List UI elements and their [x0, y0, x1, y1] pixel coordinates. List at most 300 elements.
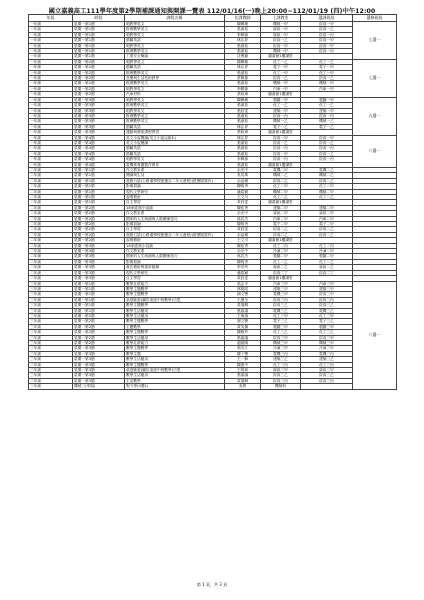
cell-room: 化工一乙: [261, 59, 301, 64]
cell-teacher: 陳珮珊: [225, 22, 261, 27]
cell-course: 數學主題數學: [125, 346, 225, 351]
cell-grade: 三年級: [29, 292, 73, 297]
cell-class: 化工二乙: [301, 195, 353, 200]
cell-teacher: 吳異: [225, 384, 261, 389]
cell-room: 綜高一甲: [261, 43, 301, 48]
cell-class: 綜高二丁: [301, 270, 353, 275]
cell-room: 圖書館1樓講堂: [261, 200, 301, 205]
cell-grade: 一年級: [29, 146, 73, 151]
cell-course: 推理數學英文: [125, 113, 225, 118]
cell-room: 製圖一甲: [261, 97, 301, 102]
cell-class: 綜高一乙: [301, 151, 353, 156]
cell-room: 綜高二丁: [261, 270, 301, 275]
cell-course: 明教學英文: [125, 59, 225, 64]
cell-period: 星期一第3節: [73, 119, 125, 124]
cell-grade: 二年級: [29, 184, 73, 189]
cell-elective-group: 六選一: [353, 135, 397, 167]
cell-grade: 三年級: [29, 373, 73, 378]
cell-teacher: 陳明秀: [225, 184, 261, 189]
cell-course: 閱讀與生活: [125, 173, 225, 178]
cell-grade: 二年級: [29, 227, 73, 232]
cell-grade: 一年級: [29, 151, 73, 156]
cell-period: 星期一第1節: [73, 195, 125, 200]
cell-period: 星期一第2節: [73, 216, 125, 221]
cell-grade: 一年級: [29, 108, 73, 113]
cell-teacher: 陳珮珊: [225, 97, 261, 102]
document-title: 國立嘉義高工111學年度第2學期補課通知與開課一覽表 112/01/16(一)晚上20:00~112/01/19 (四)中午12:00: [48, 8, 376, 15]
cell-room: 資訊三甲: [261, 368, 301, 373]
cell-grade: 三年級: [29, 324, 73, 329]
cell-period: 星期一第3節: [73, 368, 125, 373]
cell-period: 星期一第2節: [73, 313, 125, 318]
cell-period: 星期一第3節: [73, 249, 125, 254]
cell-teacher: 李佩蓉: [225, 157, 261, 162]
cell-class: 電子三乙: [301, 319, 353, 324]
cell-period: 星期一第4節: [73, 135, 125, 140]
cell-course: 現代文學研究: [125, 189, 225, 194]
cell-course: 節屬英語: [125, 38, 225, 43]
cell-course: 數學生活應用: [125, 308, 225, 313]
cell-course: 數學主題數學: [125, 292, 225, 297]
cell-room: 建築三甲: [261, 286, 301, 291]
cell-course: 數學生活應用: [125, 313, 225, 318]
cell-teacher: 梁志平: [225, 281, 261, 286]
cell-period: 星期一第2節: [73, 205, 125, 210]
cell-teacher: 郭川江: [225, 346, 261, 351]
cell-course: 18家經典小說讀: [125, 205, 225, 210]
cell-teacher: 陳佳秀: [225, 205, 261, 210]
cell-course: 明教學英文: [125, 97, 225, 102]
cell-course: 說唱藝術: [125, 195, 225, 200]
cell-teacher: 王文川: [225, 238, 261, 243]
cell-course: 現代文學研究: [125, 270, 225, 275]
cell-class: 機械三甲: [301, 340, 353, 345]
cell-course: 影像寫讀: [125, 184, 225, 189]
cell-teacher: 黃瑞卿: [225, 303, 261, 308]
cell-room: 綜高一丙: [261, 113, 301, 118]
cell-period: 星期一第1節: [73, 286, 125, 291]
cell-class: 化工二乙: [301, 259, 353, 264]
cell-class: 綜高三丙: [301, 297, 353, 302]
cell-grade: 三年級: [29, 384, 73, 389]
cell-room: 化工三甲: [261, 313, 301, 318]
cell-course: 節屬英語: [125, 124, 225, 129]
cell-grade: 一年級: [29, 49, 73, 54]
cell-grade: 三年級: [29, 378, 73, 383]
cell-room: 綜高三乙: [261, 373, 301, 378]
cell-grade: 二年級: [29, 173, 73, 178]
cell-teacher: 謝文豐: [225, 292, 261, 297]
cell-grade: 二年級: [29, 270, 73, 275]
cell-room: 電子一甲: [261, 65, 301, 70]
cell-room: 建築三乙: [261, 357, 301, 362]
cell-course: 推理數學英文: [125, 70, 225, 75]
cell-teacher: 張嘉議: [225, 335, 261, 340]
cell-class: [301, 384, 353, 389]
cell-room: 綜高二乙: [261, 232, 301, 237]
cell-teacher: 張淑茹: [225, 27, 261, 32]
cell-period: 星期一第3節: [73, 124, 125, 129]
cell-period: 星期一第2節: [73, 59, 125, 64]
header-room: 上課教室: [261, 15, 301, 22]
cell-course: 自主學習: [125, 276, 225, 281]
cell-period: 星期一第3節: [73, 265, 125, 270]
cell-period: 星期一第2節: [73, 222, 125, 227]
cell-room: 電機二甲: [261, 167, 301, 172]
cell-period: 星期一第2節: [73, 319, 125, 324]
cell-grade: 一年級: [29, 135, 73, 140]
cell-grade: 三年級: [29, 313, 73, 318]
cell-course: 數學社群能力: [125, 340, 225, 345]
cell-period: 星期一第3節: [73, 259, 125, 264]
cell-class: 綜高一乙: [301, 76, 353, 81]
cell-room: 電子二甲: [261, 222, 301, 227]
cell-course: 明教學英文: [125, 43, 225, 48]
cell-room: 圖書館1樓講堂: [261, 162, 301, 167]
cell-teacher: 陳明秀: [225, 222, 261, 227]
cell-period: 星期一第1節: [73, 49, 125, 54]
cell-room: 資訊一甲: [261, 27, 301, 32]
cell-teacher: 余光中: [225, 167, 261, 172]
cell-room: 化工二乙: [261, 195, 301, 200]
cell-course: 數學主題數學: [125, 362, 225, 367]
cell-grade: 三年級: [29, 340, 73, 345]
cell-teacher: 張淑茹: [225, 151, 261, 156]
cell-room: 機械三甲: [261, 340, 301, 345]
cell-grade: 一年級: [29, 70, 73, 75]
cell-teacher: 張淑茹: [225, 70, 261, 75]
cell-class: 建築二甲: [301, 205, 353, 210]
header-class: 選課班級: [301, 15, 353, 22]
cell-course: 節屬英語: [125, 151, 225, 156]
cell-grade: 一年級: [29, 162, 73, 167]
cell-teacher: 王總全: [225, 297, 261, 302]
cell-class: 綜高一丙: [301, 157, 353, 162]
cell-room: 機械科: [261, 384, 301, 389]
cell-grade: 二年級: [29, 178, 73, 183]
cell-class: 化工一甲: [301, 70, 353, 75]
cell-class: 汽車三甲: [301, 281, 353, 286]
cell-teacher: 蔡政璋: [225, 130, 261, 135]
cell-teacher: 黃瑞卿: [225, 378, 261, 383]
cell-teacher: 林明昭: [225, 286, 261, 291]
cell-grade: 三年級: [29, 368, 73, 373]
cell-grade: 一年級: [29, 140, 73, 145]
cell-course: 18家經典小說讀: [125, 243, 225, 248]
cell-period: 星期一第3節: [73, 357, 125, 362]
cell-room: 機械一乙: [261, 119, 301, 124]
cell-teacher: 李佩蓉: [225, 86, 261, 91]
cell-teacher: 張鈺雯: [225, 108, 261, 113]
cell-teacher: 蔡政璋: [225, 92, 261, 97]
cell-grade: 二年級: [29, 249, 73, 254]
cell-grade: 三年級: [29, 303, 73, 308]
cell-class: 建築三乙: [301, 357, 353, 362]
cell-room: 電機三乙: [261, 308, 301, 313]
cell-class: 製圖三甲: [301, 324, 353, 329]
cell-grade: 二年級: [29, 200, 73, 205]
cell-grade: 三年級: [29, 297, 73, 302]
cell-teacher: 張淑茹: [225, 113, 261, 118]
cell-course: 推理數學英文: [125, 27, 225, 32]
cell-period: 星期一第1節: [73, 178, 125, 183]
cell-grade: 一年級: [29, 59, 73, 64]
cell-room: 化工二甲: [261, 184, 301, 189]
cell-grade: 三年級: [29, 357, 73, 362]
cell-room: 綜高二乙: [261, 227, 301, 232]
cell-grade: 二年級: [29, 189, 73, 194]
cell-teacher: 沈俊穎: [225, 54, 261, 59]
cell-course: 對力學(4選1): [125, 384, 225, 389]
cell-grade: 三年級: [29, 330, 73, 335]
cell-class: 建築一甲: [301, 108, 353, 113]
cell-period: 星期一第2節: [73, 65, 125, 70]
cell-class: 綜高三丙: [301, 378, 353, 383]
header-teacher: 任課教師: [225, 15, 261, 22]
cell-room: 綜高三丙: [261, 297, 301, 302]
cell-period: 星期一第3節: [73, 270, 125, 275]
cell-room: 圖書館1樓講堂: [261, 130, 301, 135]
cell-teacher: 孫武杰: [225, 254, 261, 259]
cell-course: 運動與藝術課程實習: [125, 130, 225, 135]
cell-teacher: 林弘昇: [225, 38, 261, 43]
cell-teacher: 張淑茹: [225, 119, 261, 124]
cell-room: 機械二乙: [261, 173, 301, 178]
cell-grade: 一年級: [29, 103, 73, 108]
cell-room: 化工一乙: [261, 103, 301, 108]
cell-class: 綜高一乙: [301, 140, 353, 145]
cell-course: 數學社群能力: [125, 281, 225, 286]
cell-course: 明教學英文: [125, 86, 225, 91]
cell-room: 圖書館1樓講堂: [261, 92, 301, 97]
cell-class: 綜高一丙: [301, 146, 353, 151]
cell-course: 國家的人生與創與人際關係技巧: [125, 254, 225, 259]
cell-period: 星期一第1節: [73, 184, 125, 189]
cell-teacher: 李佩蓉: [225, 32, 261, 37]
cell-room: 機械一甲: [261, 81, 301, 86]
cell-class: 綜高二乙: [301, 232, 353, 237]
cell-period: 星期一第1節: [73, 43, 125, 48]
cell-room: 綜高一丙: [261, 146, 301, 151]
cell-class: 製圖一甲: [301, 97, 353, 102]
cell-grade: 二年級: [29, 222, 73, 227]
cell-period: 星期一第3節: [73, 378, 125, 383]
cell-grade: 二年級: [29, 254, 73, 259]
table-body: [29, 22, 397, 390]
cell-teacher: 王文川: [225, 195, 261, 200]
cell-teacher: 張淑茹: [225, 162, 261, 167]
cell-grade: 一年級: [29, 119, 73, 124]
cell-teacher: 蔡佩蓉: [225, 76, 261, 81]
cell-grade: 一年級: [29, 97, 73, 102]
cell-class: 化工三丙: [301, 362, 353, 367]
cell-course: 數學主題數學: [125, 286, 225, 291]
cell-period: 星期一第1節: [73, 308, 125, 313]
cell-grade: 一年級: [29, 130, 73, 135]
cell-course: 工業安全概論: [125, 54, 225, 59]
cell-period: 星期一第2節: [73, 227, 125, 232]
cell-course: 明教學英文: [125, 157, 225, 162]
cell-period: 星期一第1節: [73, 297, 125, 302]
cell-grade: 一年級: [29, 76, 73, 81]
cell-course: 桌遊歐遊(屬於桌遊中的數學)巧思: [125, 368, 225, 373]
cell-grade: 二年級: [29, 167, 73, 172]
cell-room: 綜高一乙: [261, 76, 301, 81]
cell-course: 數學主題數學: [125, 303, 225, 308]
cell-teacher: 謝文豐: [225, 319, 261, 324]
cell-grade: 二年級: [29, 232, 73, 237]
cell-course: 數學生活應用: [125, 373, 225, 378]
cell-grade: 三年級: [29, 362, 73, 367]
cell-class: 電子一乙: [301, 124, 353, 129]
cell-period: 星期一第3節: [73, 373, 125, 378]
cell-teacher: 林弘昇: [225, 124, 261, 129]
cell-class: 綜高一甲: [301, 22, 353, 27]
cell-room: 機械一甲: [261, 49, 301, 54]
cell-grade: 三年級: [29, 281, 73, 286]
cell-room: 綜高三乙: [261, 303, 301, 308]
cell-room: 資訊二甲: [261, 211, 301, 216]
cell-room: 圖書館1樓講堂: [261, 276, 301, 281]
cell-grade: 二年級: [29, 243, 73, 248]
cell-room: 綜高三丙: [261, 378, 301, 383]
cell-period: 星期一第1節: [73, 173, 125, 178]
cell-grade: 三年級: [29, 335, 73, 340]
cell-class: 電機二乙: [301, 167, 353, 172]
cell-period: 星期一第1節: [73, 38, 125, 43]
cell-grade: 二年級: [29, 205, 73, 210]
cell-teacher: 王明和: [225, 368, 261, 373]
cell-class: 資訊三甲: [301, 368, 353, 373]
cell-period: 星期一第1節: [73, 54, 125, 59]
cell-room: 建築二甲: [261, 205, 301, 210]
cell-teacher: 張淑茹: [225, 140, 261, 145]
cell-grade: 二年級: [29, 265, 73, 270]
cell-class: 機械一甲: [301, 81, 353, 86]
cell-period: 星期一第2節: [73, 92, 125, 97]
cell-course: 推理數學英文: [125, 49, 225, 54]
cell-teacher: 陳珮珊: [225, 59, 261, 64]
cell-room: 圖書館1樓講堂: [261, 54, 301, 59]
cell-teacher: 李芳玲: [225, 265, 261, 270]
cell-period: 星期一第3節: [73, 254, 125, 259]
cell-class: 綜高一丙: [301, 49, 353, 54]
cell-class: 製圖二甲: [301, 254, 353, 259]
cell-class: 綜高一甲: [301, 38, 353, 43]
cell-grade: 三年級: [29, 286, 73, 291]
cell-teacher: 陳雅玲: [225, 330, 261, 335]
cell-grade: 一年級: [29, 92, 73, 97]
cell-period: 星期一第2節: [73, 81, 125, 86]
cell-course: 生活數學: [125, 378, 225, 383]
cell-grade: 二年級: [29, 276, 73, 281]
cell-class: 綜高二乙: [301, 227, 353, 232]
cell-room: 製圖三甲: [261, 324, 301, 329]
cell-room: 冷凍三甲: [261, 346, 301, 351]
cell-teacher: 潘姿穎: [225, 189, 261, 194]
cell-period: 星期一第3節: [73, 243, 125, 248]
cell-class: 建築三甲: [301, 286, 353, 291]
cell-teacher: 余光中: [225, 249, 261, 254]
cell-grade: 三年級: [29, 351, 73, 356]
cell-class: 綜高一丙: [301, 32, 353, 37]
cell-grade: 二年級: [29, 211, 73, 216]
cell-period: 星期一第2節: [73, 324, 125, 329]
cell-period: 星期一第2節: [73, 238, 125, 243]
cell-elective-group: 七選一: [353, 22, 397, 60]
cell-elective-group: 七選一: [353, 59, 397, 97]
cell-teacher: 黃英傑: [225, 324, 261, 329]
cell-class: 綜高一甲: [301, 43, 353, 48]
cell-grade: 一年級: [29, 81, 73, 86]
cell-course: 推理數學英文: [125, 81, 225, 86]
cell-room: 綜高一甲: [261, 135, 301, 140]
cell-class: 電機三丙: [301, 351, 353, 356]
cell-period: 星期一第3節: [73, 103, 125, 108]
cell-grade: 二年級: [29, 259, 73, 264]
cell-room: 電機三甲: [261, 292, 301, 297]
cell-period: 機械三(零組): [73, 384, 125, 389]
cell-course: 數學主題數學: [125, 319, 225, 324]
cell-course: 數學主題: [125, 351, 225, 356]
cell-period: 星期一第3節: [73, 130, 125, 135]
cell-period: 星期一第1節: [73, 189, 125, 194]
cell-period: 星期一第2節: [73, 340, 125, 345]
cell-teacher: 黃鈺雯: [225, 200, 261, 205]
cell-course: 節屬英語: [125, 65, 225, 70]
cell-room: 化工一甲: [261, 70, 301, 75]
cell-room: 綜高一丙: [261, 157, 301, 162]
cell-course: 數學生活應用: [125, 357, 225, 362]
cell-teacher: 陳明秀: [225, 259, 261, 264]
cell-teacher: 黃鈺雯: [225, 276, 261, 281]
cell-grade: 一年級: [29, 113, 73, 118]
cell-grade: 一年級: [29, 32, 73, 37]
cell-room: 電機三丙: [261, 351, 301, 356]
cell-course: 作文教室系: [125, 211, 225, 216]
cell-grade: 一年級: [29, 27, 73, 32]
course-table: [28, 14, 397, 390]
cell-course: 影像寫讀: [125, 259, 225, 264]
cell-period: 星期一第1節: [73, 22, 125, 27]
cell-grade: 一年級: [29, 157, 73, 162]
cell-class: 機械一乙: [301, 119, 353, 124]
cell-teacher: 張淑茹: [225, 49, 261, 54]
cell-class: 化工一乙: [301, 59, 353, 64]
cell-course: 電機系專題製作實作: [125, 162, 225, 167]
cell-course: 數學主題數學: [125, 330, 225, 335]
cell-teacher: 余品蘋: [225, 232, 261, 237]
cell-class: 綜高三乙: [301, 303, 353, 308]
cell-period: 星期一第2節: [73, 335, 125, 340]
cell-class: 化工二甲: [301, 184, 353, 189]
cell-course: 汽車材料: [125, 92, 225, 97]
cell-teacher: 余光中: [225, 211, 261, 216]
cell-course: 作文教室系: [125, 167, 225, 172]
cell-teacher: 林弘昇: [225, 65, 261, 70]
cell-course: 進階日語(公路通學校甄選含二年元進程)(經歷版寫作): [125, 232, 225, 237]
cell-course: 英文小說閱讀(英文小說)(讀本): [125, 135, 225, 140]
cell-class: 綜高一丙: [301, 113, 353, 118]
cell-course: 書法藝術與賞析臨摹: [125, 265, 225, 270]
cell-teacher: 陳十豐: [225, 351, 261, 356]
cell-room: 製圖二甲: [261, 254, 301, 259]
header-grade: 年級: [29, 15, 73, 22]
cell-room: 化工二乙: [261, 259, 301, 264]
cell-class: 化工一乙: [301, 103, 353, 108]
cell-course: 影像寫讀: [125, 222, 225, 227]
cell-room: 資訊一甲: [261, 32, 301, 37]
